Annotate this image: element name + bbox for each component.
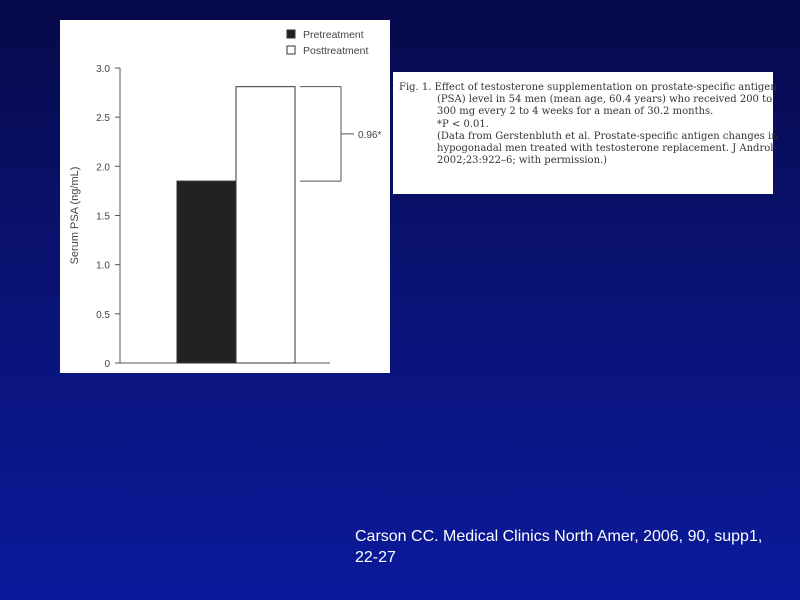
- caption-line: (Data from Gerstenbluth et al. Prostate-specific antigen changes in: [437, 130, 778, 142]
- legend-swatch: [287, 30, 295, 38]
- caption-line: *P < 0.01.: [437, 118, 489, 130]
- caption-line: Fig. 1. Effect of testosterone supplementation on prostate-specific antigen: [399, 82, 777, 93]
- y-axis-label: Serum PSA (ng/mL): [69, 166, 81, 265]
- caption-line: 300 mg every 2 to 4 weeks for a mean of 30.2 months.: [437, 106, 714, 118]
- caption-line: (PSA) level in 54 men (mean age, 60.4 years) who received 200 to: [437, 94, 773, 106]
- y-tick-label: 0.5: [96, 309, 110, 321]
- chart-panel: [60, 20, 390, 373]
- legend-swatch: [287, 46, 295, 54]
- y-tick-label: 1.5: [96, 211, 110, 223]
- bar-pretreatment: [177, 181, 236, 363]
- caption-line: 2002;23:922–6; with permission.): [437, 155, 608, 167]
- psa-bar-chart: [60, 20, 390, 373]
- y-tick-label: 2.5: [96, 113, 110, 125]
- citation-text: Carson CC. Medical Clinics North Amer, 2006, 90, supp1, 22-27: [355, 528, 763, 566]
- difference-annotation: 0.96*: [358, 129, 382, 141]
- caption-line: hypogonadal men treated with testosterone replacement. J Androl: [437, 143, 774, 155]
- y-tick-label: 3.0: [96, 64, 110, 75]
- bar-posttreatment: [236, 87, 295, 363]
- legend-label: Posttreatment: [303, 45, 369, 57]
- y-tick-label: 2.0: [96, 162, 110, 174]
- figure-caption: [393, 72, 778, 194]
- y-tick-label: 0: [104, 359, 110, 370]
- y-tick-label: 1.0: [96, 260, 110, 272]
- legend-label: Pretreatment: [303, 29, 364, 41]
